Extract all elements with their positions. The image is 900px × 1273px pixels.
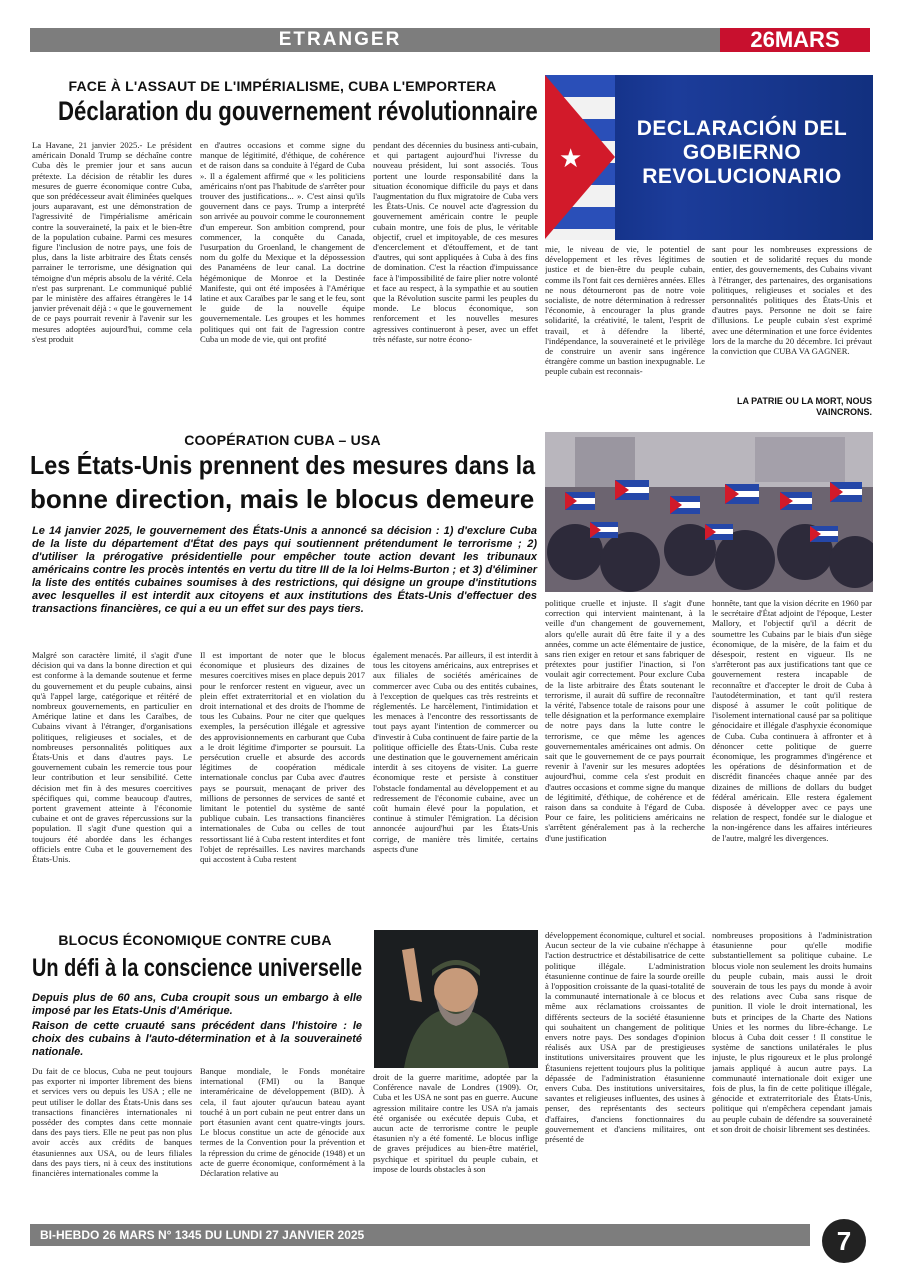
article1-column-3: pendant des décennies du business anti-cubain, et qui partagent aujourd'hui l'ivresse du nouveau président, lui sont associés. Tous portent une lourde responsabilité dans la situation économique difficile du pays et dans l'augmentation du flux migratoire de Cuba vers les États-Unis. Ce nouvel acte d'agression du gouvernement américain contre le peuple cubain montre, une fois de plus, le véritable objectif, cruel et impitoyable, de ces mesures d'encerclement et d'étouffement, et de tant d'autres, qui sont appliquées à Cuba à des fins de domination. C'est la réaction d'impuissance face à l'impossibilité de faire plier notre volonté et face au respect, à la sympathie et au soutien que la Révolution suscite parmi les peuples du monde. Le blocus économique, son renforcement et les nouvelles mesures agressives continueront à peser, avec un effet très néfaste, sur notre écono-: [373, 140, 538, 344]
crowd-flags-illustration: [545, 432, 873, 592]
article3-column-4: développement économique, culturel et social. Aucun secteur de la vie cubaine n'échappe à l'action destructrice et déstabilisatrice de cette politique illégale. L'administration étasunienne continue de faire la sourde oreille à l'opposition croissante de la quasi-totalité de la communauté internationale à ce blocus et même aux réclamations croissantes de différents secteurs de la société étasunienne qui souhaitent un changement de politique envers notre pays. Des sondages d'opinion réalisés aux USA par de prestigieuses institutions universitaires prouvent que les Étasuniens rejettent toujours plus la politique dépassée de l'administration étasunienne envers Cuba. Des institutions universitaires, savantes et religieuses influentes, des usines à penser, des représentants des secteurs d'affaires, d'anciens fonctionnaires du gouvernement et d'anciens militaires, ont présenté de: [545, 930, 705, 1145]
article1-column-4: mie, le niveau de vie, le potentiel de développement et les rêves légitimes de justice et de bien-être du peuple cubain, comme ils l'ont fait ces dernières années. Elles ne nous détourneront pas de notre voie socialiste, de notre détermination à redresser l'économie, à encourager la plus grande solidarité, la créativité, le talent, l'esprit de travail, et à défendre la liberté, l'indépendance, la souveraineté et le privilège de construire un avenir sans ingérence étrangère comme un bastion inexpugnable. Le peuple cubain est reconnais-: [545, 244, 705, 377]
article2-title-line1: Les États-Unis prennent des mesures dans la: [30, 450, 536, 480]
article1-kicker: FACE À L'ASSAUT DE L'IMPÉRIALISME, CUBA L'EMPORTERA: [68, 78, 497, 94]
article2-column-1: Malgré son caractère limité, il s'agit d'une décision qui va dans la bonne direction et qui est conforme à la demande soutenue et ferme du gouvernement et du peuple cubains, ainsi qu'à l'appel large, catégorique et réitéré de nombreux gouvernements, en particulier en Amérique latine et dans les Caraïbes, de Cubains vivant à l'étranger, d'organisations politiques, religieuses et sociales, et de nombreuses personnalités politiques aux États-Unis et dans d'autres pays. Le gouvernement cubain les remercie tous pour leur contribution et leur sensibilité. Cette décision met fin à des mesures coercitives spécifiques qui, comme beaucoup d'autres, portent gravement atteinte à l'économie cubaine et ont de graves répercussions sur la population. Il s'agit d'une question qui a toujours été abordée dans les échanges officiels entre Cuba et le gouvernement des États-Unis.: [32, 650, 192, 865]
masthead-logo: 26MARS: [720, 28, 870, 52]
article3-column-5: nombreuses propositions à l'administration étasunienne pour qu'elle modifie substantiellement sa politique cubaine. Le blocus viole non seulement les droits humains du peuple cubain, mais aussi le droit souverain de tous les pays du monde à avoir des relations avec Cuba sans risque de punition. Il viole le droit international, les buts et principes de la Charte des Nations Unies et les normes du libre-échange. Le blocus à Cuba doit cesser ! Il constitue le système de sanctions unilatérales le plus injuste, le plus rigoureux et le plus prolongé jamais appliqué à aucun autre pays. La communauté internationale doit exiger une fois de plus, la fin de cette politique illégale, génocide et extraterritoriale des États-Unis, politique qui n'empêchera cependant jamais au peuple cubain de défendre sa souveraineté et son droit de choisir librement ses destinées.: [712, 930, 872, 1134]
article1-column-5: sant pour les nombreuses expressions de soutien et de solidarité reçues du monde entier, des gouvernements, des Cubains vivant à l'étranger, des partenaires, des organisations politiques, religieuses et sociales et des personnalités politiques des États-Unis et d'autres pays. Personne ne doit se faire d'illusions. Le peuple cubain s'est exprimé avec une détermination et une force évidentes lors de la marche du 20 décembre. Ici prévaut la conviction que CUBA VA GAGNER.: [712, 244, 872, 357]
article2-column-5: honnête, tant que la vision décrite en 1960 par le secrétaire d'État adjoint de l'époque, Lester Mallory, et l'objectif qu'il a décrit de soumettre les Cubains par le biais d'un siège économique, de la misère, de la faim et du désespoir, restent en vigueur. Ils ne s'arrêteront pas aux justifications tant que ce gouvernement restera incapable de reconnaître et d'accepter le droit de Cuba à l'autodétermination, et tant qu'il restera disposé à assumer le coût politique de l'isolement international causé par sa politique génocidaire et illégale d'asphyxie économique de Cuba. Cuba continuera à affronter et à dénoncer cette politique de guerre économique, les programmes d'ingérence et les opérations de désinformation et de discrédit financées chaque année par des dizaines de millions de dollars du budget fédéral américain. Elle restera également disposée à développer avec ce pays une relation de respect, fondée sur le dialogue et la non-ingérence dans les affaires intérieures de l'autre, malgré les divergences.: [712, 598, 872, 843]
article2-lead: Le 14 janvier 2025, le gouvernement des États-Unis a annoncé sa décision : 1) d'exclure Cuba de la liste du département d'État des pays qui soutiennent prétendument le terrorisme ; 2) d'utiliser la prérogative présidentielle pour empêcher toute action devant les tribunaux américains contre les procès intentés en vertu du titre III de la loi Helms-Burton ; et 3) d'éliminer la liste des entités cubaines soumises à des restrictions, qui désigne un groupe d'institutions avec lesquelles il est interdit aux citoyens et aux institutions des États-Unis d'effectuer des transactions financières, ce qui a eu un effet sur des pays tiers.: [32, 525, 537, 615]
article1-signature: LA PATRIE OU LA MORT, NOUS VAINCRONS.: [737, 396, 872, 417]
crowd-flags-photo: [545, 432, 873, 592]
banner-image: [545, 75, 873, 240]
article1-title: Déclaration du gouvernement révolutionnaire: [58, 96, 538, 126]
speaker-illustration: [374, 930, 538, 1068]
page-number: 7: [822, 1219, 866, 1263]
banner-text: DECLARACIÓN DEL GOBIERNO REVOLUCIONARIO: [636, 117, 848, 188]
article3-kicker: BLOCUS ÉCONOMIQUE CONTRE CUBA: [58, 932, 332, 948]
article2-column-4: politique cruelle et injuste. Il s'agit d'une correction qui intervient maintenant, à la veille d'un changement de gouvernement, alors qu'elle aurait dû être faite il y a des années, comme un acte élémentaire de justice, sans rien exiger en retour et sans fabriquer de prétextes pour justifier l'inaction, si l'on voulait agir correctement. Pour exclure Cuba de la liste arbitraire des États soutenant le terrorisme, il aurait dû suffire de reconnaître la vérité, l'absence totale de raisons pour une telle désignation et la performance exemplaire de notre pays dans la lutte contre le terrorisme, ce que même les agences gouvernementales américaines ont admis. On sait que le gouvernement de ce pays pourrait revenir à l'avenir sur les mesures adoptées aujourd'hui, comme cela s'est produit en d'autres occasions et comme signe du manque de légitimité, d'éthique, de cohérence et de raison dans sa conduite à l'égard de Cuba. Pour ce faire, les politiciens américains ne s'arrêtent généralement pas à la recherche d'une justification: [545, 598, 705, 843]
footer-issue: BI-HEBDO 26 MARS N° 1345 DU LUNDI 27 JANVIER 2025: [30, 1224, 810, 1246]
article2-column-2: Il est important de noter que le blocus économique et plusieurs des dizaines de mesures coercitives mises en place depuis 2017 pour le renforcer restent en vigueur, avec un plein effet extraterritorial et en violation du droit international et des droits de l'homme de tous les Cubains. Pour ne citer que quelques exemples, la persécution illégale et agressive des approvisionnements en carburant que Cuba a le droit légitime d'importer se poursuit. La persécution cruelle et absurde des accords légitimes de coopération médicale internationale conclus par Cuba avec d'autres pays se poursuit, menaçant de priver des millions de personnes de services de santé et limitant le potentiel du système de santé publique cubain. Les transactions financières internationales de Cuba ou celles de tout ressortissant lié à Cuba restent interdites et font l'objet de représailles. Les navires marchands qui accostent à Cuba restent: [200, 650, 365, 865]
article3-column-2: Banque mondiale, le Fonds monétaire international (FMI) ou la Banque interaméricaine de développement (BID). À cela, il faut ajouter qu'aucun bateau ayant touché à un port cubain ne peut entrer dans un port étasunien avant cent quatre-vingts jours. Le blocus constitue un acte de génocide aux termes de la Convention pour la prévention et la répression du crime de génocide (1948) et un acte de guerre économique, conformément à la Déclaration relative au: [200, 1066, 365, 1179]
article2-kicker: COOPÉRATION CUBA – USA: [184, 432, 381, 448]
article1-column-1: La Havane, 21 janvier 2025.- Le président américain Donald Trump se déchaîne contre Cuba dès le premier jour et sans aucun prétexte. La décision de rétablir les dures mesures de guerre économique contre Cuba, que son prédécesseur avait éliminées quelques jours auparavant, est une démonstration de l'agressivité de l'impérialisme américain contre la souveraineté, la paix et le bien-être de la population cubaine. Parmi ces mesures figure l'inclusion de notre pays, une fois de plus, dans la liste arbitraire des États censés parrainer le terrorisme, une désignation qui témoigne d'un mépris absolu de la vérité. Cela n'est pas surprenant. Le communiqué publié par le ministère des affaires étrangères le 14 janvier prévenait déjà : « que le gouvernement de ce pays pourrait revenir à l'avenir sur les mesures adoptées aujourd'hui, comme cela s'est produit: [32, 140, 192, 344]
article3-lead-1: Depuis plus de 60 ans, Cuba croupit sous un embargo à elle imposé par les Etats-Unis d'Amérique.: [32, 992, 362, 1017]
article2-column-3: également menacés. Par ailleurs, il est interdit à tous les citoyens américains, aux entreprises et aux filiales de sociétés américaines de commercer avec Cuba ou des entités cubaines, à l'exception de quelques cas très restreints et réglementés. Le harcèlement, l'intimidation et les menaces à l'encontre des ressortissants de tout pays ayant l'intention de commercer ou d'investir à Cuba continuent de faire partie de la politique officielle des États-Unis. Cuba reste une destination que le gouvernement américain interdit à ses citoyens de visiter. La guerre économique reste et persiste à constituer l'obstacle fondamental au développement et au redressement de l'économie cubaine, avec un coût humain élevé pour la population, et continue à stimuler l'émigration. La décision annoncée aujourd'hui par les États-Unis corrige, de manière très limitée, certains aspects d'une: [373, 650, 538, 854]
star-icon: ★: [559, 143, 583, 173]
article3-title: Un défi à la conscience universelle: [32, 954, 363, 982]
article1-column-2: en d'autres occasions et comme signe du manque de légitimité, d'éthique, de cohérence et de raison dans sa conduite à l'égard de Cuba ». Il a également affirmé que « les politiciens américains n'ont pas l'habitude de s'arrêter pour trouver des justifications... ». C'est ainsi qu'ils gouvernent dans ce pays. Trump a interprété son arrivée au pouvoir comme le couronnement d'un empereur. Son ambition comprend, pour commencer, la conquête du Canada, l'usurpation du Groenland, le changement de nom du golfe du Mexique et la dépossession des Panaméens de leur canal. La doctrine hégémonique de Monroe et la Destinée Manifeste, qui ont été imposées à l'Amérique latine et aux Caraïbes par le sang et le feu, sont le guide de la nouvelle équipe gouvernementale. Les groupes et les hommes politiques qui ont fait de l'agression contre Cuba un mode de vie, qui ont profité: [200, 140, 365, 344]
speaker-photo: [374, 930, 538, 1068]
article3-lead-2: Raison de cette cruauté sans précédent dans l'histoire : le choix des cubains à l'auto-détermination et à la souveraineté nationale.: [32, 1020, 362, 1058]
section-title: ETRANGER: [278, 29, 402, 50]
article3-column-1: Du fait de ce blocus, Cuba ne peut toujours pas exporter ni importer librement des biens et services vers ou depuis les USA ; elle ne peut utiliser le dollar des États-Unis dans ses transactions financières internationales ni posséder des comptes dans cette monnaie dans des pays tiers. Elle ne peut pas non plus avoir accès aux crédits de banques étasuniennes aux USA, ou de leurs filiales dans des pays tiers, ni à ceux des institutions financières internationales comme la: [32, 1066, 192, 1179]
article2-title-line2: bonne direction, mais le blocus demeure: [30, 484, 535, 514]
article3-column-3: droit de la guerre maritime, adoptée par la Conférence navale de Londres (1909). Or, Cuba et les USA ne sont pas en guerre. Aucune agression militaire contre les USA n'a jamais été organisée ou exécutée depuis Cuba, et aucun acte de terrorisme contre le peuple étasunien n'y a été fomenté. Le blocus inflige de graves préjudices au bien-être matériel, psychique et spirituel du peuple cubain, et impose de lourds obstacles à son: [373, 1072, 538, 1174]
